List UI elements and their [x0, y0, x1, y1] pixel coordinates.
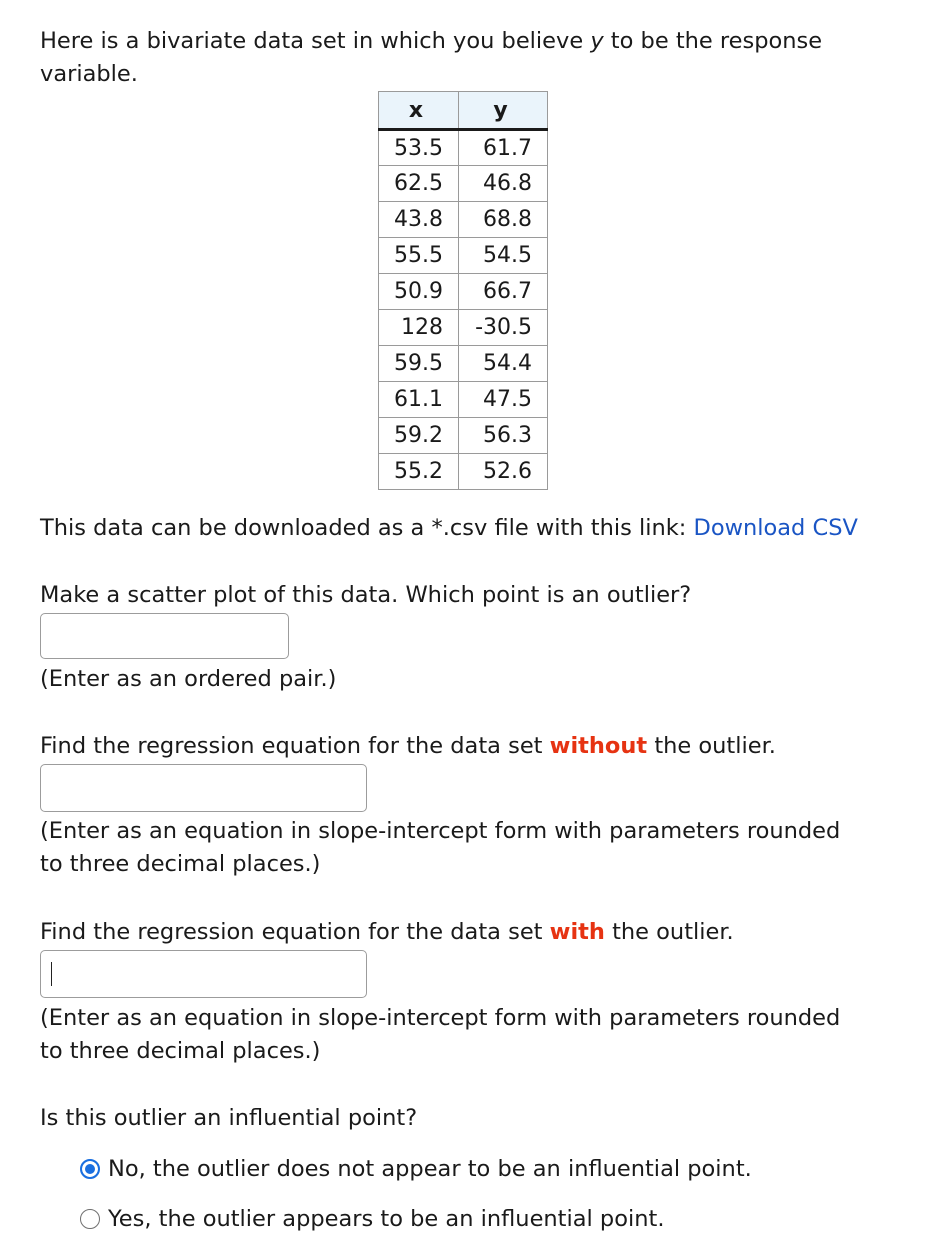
table-cell-x: 53.5 — [379, 130, 459, 166]
table-cell-y: 46.8 — [459, 166, 548, 202]
download-line — [40, 512, 858, 545]
table-cell-x: 62.5 — [379, 166, 459, 202]
q1-hint: (Enter as an ordered pair.) — [40, 666, 337, 692]
table-cell-y: 56.3 — [459, 418, 548, 454]
table-header-y: y — [459, 92, 548, 130]
table-cell-x: 128 — [379, 310, 459, 346]
table-row — [379, 202, 548, 238]
option-influential-label: Yes, the outlier appears to be an influential point. — [108, 1206, 665, 1232]
text-cursor — [51, 962, 52, 986]
q3-prompt-text: Find the regression equation for the data set — [40, 919, 550, 945]
q1-prompt: Make a scatter plot of this data. Which point is an outlier? — [40, 582, 692, 608]
table-row — [379, 274, 548, 310]
q2-prompt-text: Find the regression equation for the data set — [40, 733, 550, 759]
table-cell-x: 55.5 — [379, 238, 459, 274]
intro-line-2: variable. — [40, 61, 138, 87]
intro-line-1 — [40, 25, 822, 58]
table-row — [379, 310, 548, 346]
radio-selected-icon[interactable] — [80, 1159, 100, 1179]
q3-prompt-end: the outlier. — [604, 919, 734, 945]
q2-hint-line-2: to three decimal places.) — [40, 851, 321, 877]
q3-emphasis-with: with — [549, 919, 605, 945]
intro-text: Here is a bivariate data set in which you believe — [40, 28, 591, 54]
table-row — [379, 346, 548, 382]
table-header-x: x — [379, 92, 459, 130]
option-not-influential[interactable] — [80, 1154, 752, 1184]
table-row — [379, 166, 548, 202]
table-cell-x: 50.9 — [379, 274, 459, 310]
radio-unselected-icon[interactable] — [80, 1209, 100, 1229]
table-cell-x: 43.8 — [379, 202, 459, 238]
option-not-influential-label: No, the outlier does not appear to be an influential point. — [108, 1156, 752, 1182]
q4-prompt: Is this outlier an influential point? — [40, 1105, 418, 1131]
q3-prompt — [40, 916, 734, 949]
table-cell-y: 54.4 — [459, 346, 548, 382]
table-cell-y: 54.5 — [459, 238, 548, 274]
table-row — [379, 130, 548, 166]
table-row — [379, 418, 548, 454]
response-variable: y — [590, 28, 604, 54]
q3-hint-line-1: (Enter as an equation in slope-intercept form with parameters rounded — [40, 1005, 841, 1031]
download-text: This data can be downloaded as a *.csv file with this link: — [40, 515, 694, 541]
table-cell-y: 47.5 — [459, 382, 548, 418]
table-cell-y: 66.7 — [459, 274, 548, 310]
table-header-row — [379, 92, 548, 130]
data-table — [378, 91, 548, 490]
q3-hint-line-2: to three decimal places.) — [40, 1038, 321, 1064]
download-csv-link[interactable]: Download CSV — [693, 515, 858, 541]
table-cell-x: 59.2 — [379, 418, 459, 454]
table-cell-y: -30.5 — [459, 310, 548, 346]
regression-with-outlier-input[interactable] — [40, 950, 367, 998]
q2-prompt — [40, 730, 776, 763]
table-cell-x: 61.1 — [379, 382, 459, 418]
option-influential[interactable] — [80, 1204, 664, 1234]
table-cell-y: 61.7 — [459, 130, 548, 166]
table-cell-y: 52.6 — [459, 454, 548, 490]
table-cell-x: 59.5 — [379, 346, 459, 382]
q2-prompt-end: the outlier. — [647, 733, 776, 759]
regression-without-outlier-input[interactable] — [40, 764, 367, 812]
q2-hint-line-1: (Enter as an equation in slope-intercept form with parameters rounded — [40, 818, 841, 844]
intro-text-end: to be the response — [603, 28, 823, 54]
table-row — [379, 382, 548, 418]
table-row — [379, 454, 548, 490]
table-cell-x: 55.2 — [379, 454, 459, 490]
table-row — [379, 238, 548, 274]
table-cell-y: 68.8 — [459, 202, 548, 238]
q2-emphasis-without: without — [549, 733, 648, 759]
outlier-input[interactable] — [40, 613, 289, 659]
